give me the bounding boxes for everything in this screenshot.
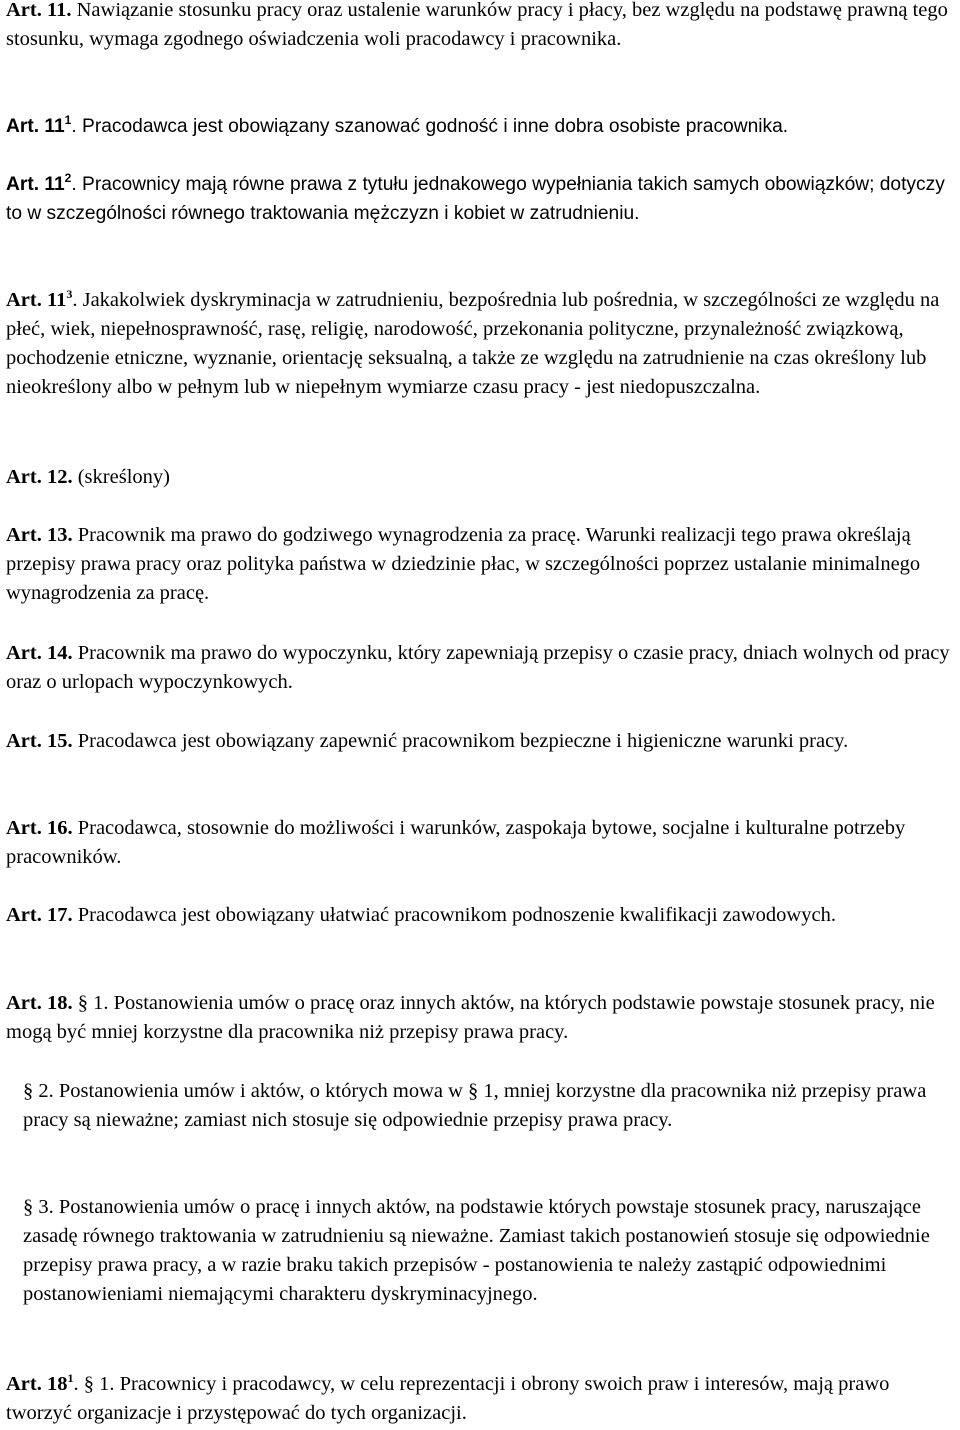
article-superscript: 1 [64, 113, 72, 127]
article-label: Art. 11 [6, 174, 65, 195]
article-12 [6, 463, 958, 492]
article-text: . Jakakolwiek dyskryminacja w zatrudnieniu, bezpośrednia lub pośrednia, w szczególności ze względu na płeć, wiek, niepełnosprawność, rasę, religię, narodowość, przekonania polityczne, przynależność związkową, pochodzenie etniczne, wyznanie, orientację seksualną, a także ze względu na zatrudnienie na czas określony lub nieokreślony albo w pełnym lub w niepełnym wymiarze czasu pracy - jest niedopuszczalna. [6, 289, 940, 398]
article-11-1 [6, 112, 958, 141]
article-16 [6, 814, 958, 872]
article-label: Art. 12. [6, 466, 73, 488]
article-superscript: 1 [67, 1371, 74, 1385]
article-label: Art. 18 [6, 1373, 68, 1395]
paragraph-text: § 2. Postanowienia umów i aktów, o których mowa w § 1, mniej korzystne dla pracownika niż przepisy prawa pracy są nieważne; zamiast nich stosuje się odpowiednie przepisy prawa pracy. [23, 1080, 927, 1131]
article-text: (skreślony) [72, 466, 170, 488]
article-text: Pracownik ma prawo do godziwego wynagrodzenia za pracę. Warunki realizacji tego prawa określają przepisy prawa pracy oraz polityka państwa w dziedzinie płac, w szczególności poprzez ustalanie minimalnego wynagrodzenia za pracę. [6, 524, 921, 604]
article-label: Art. 11 [6, 116, 65, 137]
article-11-3 [6, 286, 958, 402]
article-text: . Pracodawca jest obowiązany szanować godność i inne dobra osobiste pracownika. [71, 116, 789, 137]
article-text: . Pracownicy mają równe prawa z tytułu jednakowego wypełniania takich samych obowiązków; dotyczy to w szczególności równego traktowania mężczyzn i kobiet w zatrudnieniu. [6, 174, 945, 224]
article-text: Pracownik ma prawo do wypoczynku, który zapewniają przepisy o czasie pracy, dniach wolnych od pracy oraz o urlopach wypoczynkowych. [6, 642, 950, 693]
article-superscript: 3 [66, 287, 73, 301]
article-label: Art. 11 [6, 289, 67, 311]
article-text: . § 1. Pracownicy i pracodawcy, w celu reprezentacji i obrony swoich praw i interesów, mają prawo tworzyć organizacje i przystępować do tych organizacji. [6, 1373, 890, 1424]
article-18 [6, 989, 958, 1047]
article-text: § 1. Postanowienia umów o pracę oraz innych aktów, na których podstawie powstaje stosunek pracy, nie mogą być mniej korzystne dla pracownika niż przepisy prawa pracy. [6, 992, 935, 1043]
article-15 [6, 727, 958, 756]
article-18-paragraph-3 [6, 1193, 958, 1309]
article-text: Pracodawca, stosownie do możliwości i warunków, zaspokaja bytowe, socjalne i kulturalne potrzeby pracowników. [6, 817, 906, 868]
article-13 [6, 521, 958, 608]
article-17 [6, 901, 958, 930]
article-label: Art. 11. [6, 0, 72, 21]
article-label: Art. 16. [6, 817, 73, 839]
paragraph-text: § 3. Postanowienia umów o pracę i innych aktów, na podstawie których powstaje stosunek pracy, naruszające zasadę równego traktowania w zatrudnieniu są nieważne. Zamiast takich postanowień stosuje się odpowiednie przepisy prawa pracy, a w razie braku takich przepisów - postanowienia te należy zastąpić odpowiednimi postanowieniami niemającymi charakteru dyskryminacyjnego. [23, 1196, 930, 1305]
article-text: Nawiązanie stosunku pracy oraz ustalenie warunków pracy i płacy, bez względu na podstawę prawną tego stosunku, wymaga zgodnego oświadczenia woli pracodawcy i pracownika. [6, 0, 948, 50]
article-11-2 [6, 170, 958, 228]
article-superscript: 2 [64, 171, 72, 185]
article-text: Pracodawca jest obowiązany zapewnić pracownikom bezpieczne i higieniczne warunki pracy. [72, 730, 849, 752]
article-label: Art. 15. [6, 730, 73, 752]
article-label: Art. 13. [6, 524, 73, 546]
article-text: Pracodawca jest obowiązany ułatwiać pracownikom podnoszenie kwalifikacji zawodowych. [72, 904, 836, 926]
article-14 [6, 639, 958, 697]
article-18-1 [6, 1370, 958, 1428]
article-label: Art. 17. [6, 904, 73, 926]
article-label: Art. 18. [6, 992, 73, 1014]
article-label: Art. 14. [6, 642, 73, 664]
article-18-paragraph-2 [6, 1077, 958, 1135]
article-11 [6, 0, 958, 54]
